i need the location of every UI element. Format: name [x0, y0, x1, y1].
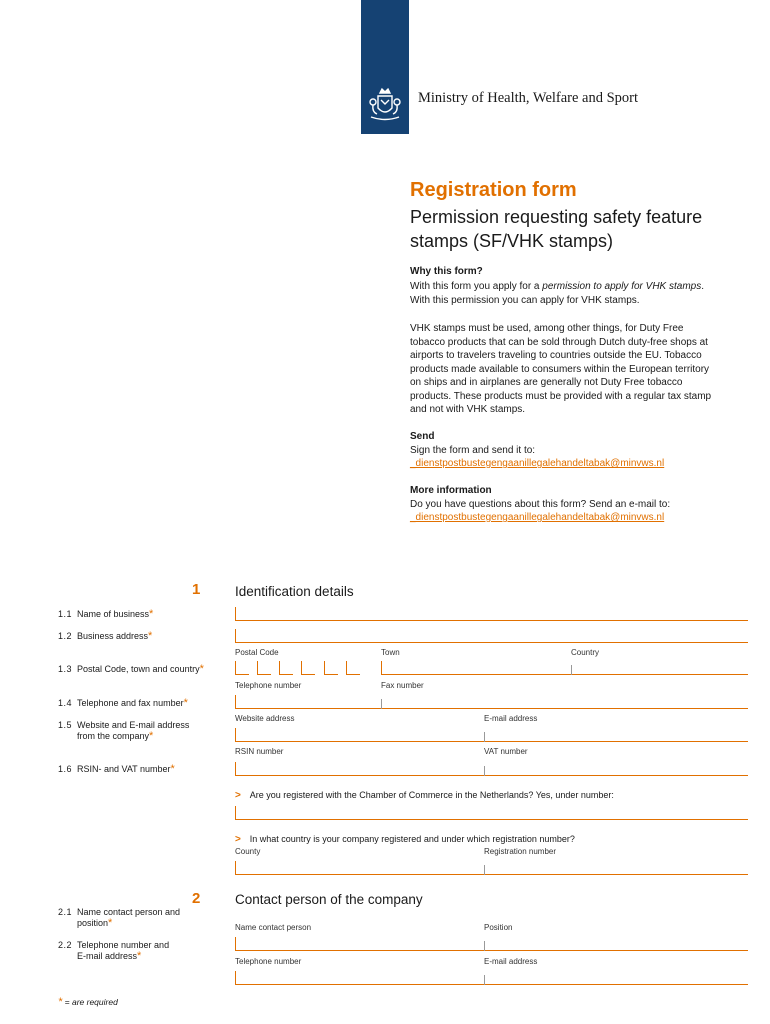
- telephone-field[interactable]: [235, 695, 748, 709]
- vat-field-marker: [484, 766, 485, 776]
- required-star: *: [170, 763, 175, 775]
- why-heading: Why this form?: [410, 266, 483, 277]
- question-1-4: [58, 698, 223, 709]
- position-label: Position: [484, 923, 513, 932]
- telephone-label: Telephone number: [235, 681, 302, 690]
- question-number: 1.4: [58, 698, 73, 708]
- fax-label: Fax number: [381, 681, 424, 690]
- town-field[interactable]: [381, 661, 748, 675]
- required-note-text: = are required: [62, 997, 118, 1007]
- county-label: County: [235, 847, 261, 856]
- question-2-2: [58, 940, 223, 962]
- fax-field-marker: [381, 699, 382, 709]
- question-label: Telephone and fax number: [77, 698, 184, 708]
- chamber-question: [235, 785, 614, 803]
- email-label: E-mail address: [484, 714, 538, 723]
- question-number: 1.6: [58, 764, 73, 774]
- question-1-6: [58, 764, 223, 775]
- more-info-heading: More information: [410, 485, 492, 496]
- required-star: *: [148, 630, 153, 642]
- question-label: Name of business: [77, 609, 150, 619]
- town-label: Town: [381, 648, 400, 657]
- postal-code-label: Postal Code: [235, 648, 279, 657]
- logo-bar: [361, 0, 409, 134]
- website-field[interactable]: [235, 728, 748, 742]
- chamber-question-text: Are you registered with the Chamber of Commerce in the Netherlands? Yes, under number:: [249, 790, 614, 800]
- question-number: 1.5: [58, 720, 73, 730]
- website-label: Website address: [235, 714, 295, 723]
- contact-name-field[interactable]: [235, 937, 748, 951]
- contact-telephone-field[interactable]: [235, 971, 748, 985]
- rsin-field[interactable]: [235, 762, 748, 776]
- postal-code-digit[interactable]: [257, 661, 271, 675]
- postal-code-digit[interactable]: [279, 661, 293, 675]
- postal-code-letter[interactable]: [346, 661, 360, 675]
- country-field-marker: [571, 665, 572, 675]
- country-question-text: In what country is your company registered and under which registration number?: [249, 834, 575, 844]
- postal-code-digit[interactable]: [235, 661, 249, 675]
- required-star: *: [149, 730, 154, 742]
- question-number: 2.2: [58, 940, 73, 950]
- question-number: 1.2: [58, 631, 73, 641]
- more-info-email-link[interactable]: _dienstpostbustegengaanillegalehandeltabak@minvws.nl: [410, 512, 665, 523]
- required-star: *: [183, 697, 188, 709]
- section-2-title: Contact person of the company: [235, 892, 423, 907]
- rsin-label: RSIN number: [235, 747, 284, 756]
- question-label-line2: from the company: [77, 731, 150, 741]
- registration-number-field-marker: [484, 865, 485, 875]
- position-field-marker: [484, 941, 485, 951]
- question-1-2: [58, 631, 223, 642]
- postal-code-digit[interactable]: [301, 661, 315, 675]
- contact-telephone-label: Telephone number: [235, 957, 302, 966]
- required-star: *: [58, 996, 63, 1008]
- question-number: 1.1: [58, 609, 73, 619]
- country-question: [235, 829, 575, 847]
- section-2-number: 2: [192, 890, 201, 907]
- county-field[interactable]: [235, 861, 748, 875]
- vat-label: VAT number: [484, 747, 528, 756]
- question-label: Postal Code, town and country: [77, 664, 200, 674]
- required-star: *: [108, 917, 113, 929]
- question-label-line2: E-mail address: [77, 951, 138, 961]
- why-text-part1: With this form you apply for a: [410, 281, 543, 292]
- arrow-right-icon: >: [235, 834, 241, 845]
- section-1-title: Identification details: [235, 584, 354, 599]
- more-info-text: Do you have questions about this form? Send an e-mail to:: [410, 499, 671, 510]
- question-number: 1.3: [58, 664, 73, 674]
- send-email-link[interactable]: _dienstpostbustegengaanillegalehandeltabak@minvws.nl: [410, 458, 665, 469]
- question-number: 2.1: [58, 907, 73, 917]
- send-heading: Send: [410, 431, 435, 442]
- send-text: Sign the form and send it to:: [410, 445, 536, 456]
- vhk-paragraph: VHK stamps must be used, among other things, for Duty Free tobacco products that can be sold through Dutch duty-free shops at airports to travelers traveling to countries outside the EU. Tobacco products made available to consumers within the European territory on ships and in airplanes are generally not Duty Free tobacco products. These products must be provided with a regular tax stamp and not with VHK stamps.: [410, 323, 712, 415]
- question-label-line1: Telephone number and: [77, 940, 170, 950]
- postal-code-letter[interactable]: [324, 661, 338, 675]
- form-title: Registration form: [410, 179, 577, 201]
- question-2-1: [58, 907, 223, 929]
- section-1-number: 1: [192, 581, 201, 598]
- contact-email-label: E-mail address: [484, 957, 538, 966]
- required-star: *: [199, 663, 204, 675]
- question-label: Business address: [77, 631, 149, 641]
- why-text-part2: . With this permission you can apply for VHK stamps.: [410, 281, 705, 306]
- why-text-italic: permission to apply for VHK stamps: [542, 281, 702, 292]
- question-label-line2: position: [77, 918, 109, 928]
- email-field-marker: [484, 732, 485, 742]
- question-label: RSIN- and VAT number: [77, 764, 171, 774]
- ministry-name: Ministry of Health, Welfare and Sport: [418, 90, 639, 106]
- required-star: *: [137, 950, 142, 962]
- why-text: [410, 280, 720, 307]
- royal-crest-icon: [367, 86, 403, 124]
- question-label-line1: Name contact person and: [77, 907, 181, 917]
- required-star: *: [149, 608, 154, 620]
- form-subtitle: Permission requesting safety feature stamps (SF/VHK stamps): [410, 207, 703, 251]
- business-address-field[interactable]: [235, 629, 748, 643]
- country-label: Country: [571, 648, 600, 657]
- required-note: [58, 996, 118, 1008]
- contact-email-field-marker: [484, 975, 485, 985]
- question-label-line1: Website and E-mail address: [77, 720, 190, 730]
- question-1-3: [58, 664, 223, 675]
- business-name-field[interactable]: [235, 607, 748, 621]
- question-1-1: [58, 609, 223, 620]
- contact-name-label: Name contact person: [235, 923, 312, 932]
- chamber-number-field[interactable]: [235, 806, 748, 820]
- question-1-5: [58, 720, 223, 742]
- registration-number-label: Registration number: [484, 847, 557, 856]
- arrow-right-icon: >: [235, 790, 241, 801]
